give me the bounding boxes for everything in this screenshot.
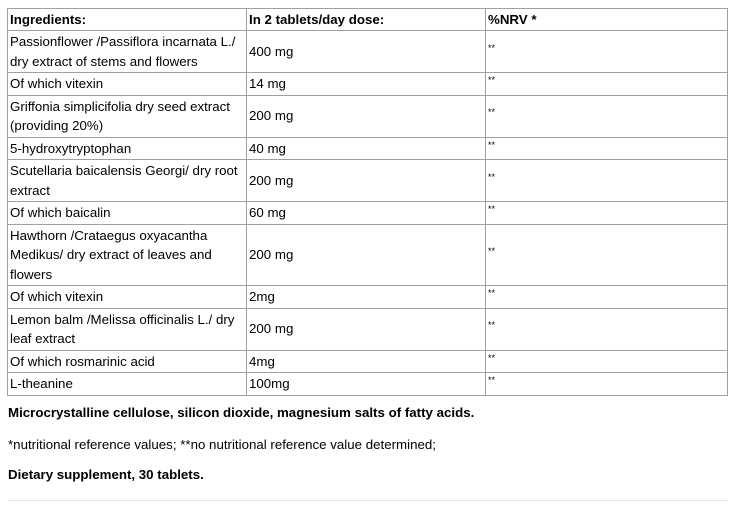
dose-cell: 200 mg bbox=[247, 224, 486, 286]
table-row bbox=[8, 308, 728, 350]
ingredient-cell: Passionflower /Passiflora incarnata L./ dry extract of stems and flowers bbox=[8, 31, 247, 73]
table-row bbox=[8, 137, 728, 160]
nrv-cell bbox=[486, 308, 728, 350]
table-row bbox=[8, 224, 728, 286]
table-row bbox=[8, 73, 728, 96]
nrv-value: ** bbox=[488, 352, 496, 363]
dose-cell: 100mg bbox=[247, 373, 486, 396]
nrv-cell bbox=[486, 160, 728, 202]
excipients-text: Microcrystalline cellulose, silicon dioxide, magnesium salts of fatty acids. bbox=[8, 405, 475, 420]
ingredient-cell: 5-hydroxytryptophan bbox=[8, 137, 247, 160]
ingredients-table bbox=[7, 8, 728, 396]
ingredients-table-body bbox=[8, 9, 728, 396]
table-row bbox=[8, 373, 728, 396]
nrv-cell bbox=[486, 224, 728, 286]
ingredient-cell: L-theanine bbox=[8, 373, 247, 396]
nrv-value: ** bbox=[488, 246, 496, 256]
table-header-row bbox=[8, 9, 728, 31]
header-ingredients: Ingredients: bbox=[8, 9, 247, 31]
ingredient-cell: Lemon balm /Melissa officinalis L./ dry leaf extract bbox=[8, 308, 247, 350]
table-row bbox=[8, 202, 728, 225]
table-row bbox=[8, 95, 728, 137]
table-row bbox=[8, 286, 728, 309]
dose-cell: 200 mg bbox=[247, 95, 486, 137]
ingredient-cell: Of which vitexin bbox=[8, 286, 247, 309]
ingredient-cell: Griffonia simplicifolia dry seed extract (providing 20%) bbox=[8, 95, 247, 137]
nrv-cell bbox=[486, 350, 728, 373]
dose-cell: 200 mg bbox=[247, 160, 486, 202]
header-nrv: %NRV * bbox=[486, 9, 728, 31]
dose-cell: 40 mg bbox=[247, 137, 486, 160]
nrv-value: ** bbox=[488, 320, 496, 331]
ingredient-cell: Of which vitexin bbox=[8, 73, 247, 96]
ingredient-cell: Hawthorn /Crataegus oxyacantha Medikus/ dry extract of leaves and flowers bbox=[8, 224, 247, 286]
dose-cell: 2mg bbox=[247, 286, 486, 309]
nrv-cell bbox=[486, 137, 728, 160]
ingredient-cell: Scutellaria baicalensis Georgi/ dry root extract bbox=[8, 160, 247, 202]
dose-cell: 14 mg bbox=[247, 73, 486, 96]
dose-cell: 400 mg bbox=[247, 31, 486, 73]
table-row bbox=[8, 31, 728, 73]
table-row bbox=[8, 350, 728, 373]
nrv-footnote: *nutritional reference values; **no nutritional reference value determined; bbox=[8, 437, 436, 452]
table-row bbox=[8, 160, 728, 202]
nrv-cell bbox=[486, 286, 728, 309]
nrv-cell bbox=[486, 31, 728, 73]
nrv-value: ** bbox=[488, 288, 496, 298]
nrv-value: ** bbox=[488, 375, 496, 385]
nrv-cell bbox=[486, 202, 728, 225]
nrv-value: ** bbox=[488, 139, 496, 150]
dose-cell: 200 mg bbox=[247, 308, 486, 350]
nrv-cell bbox=[486, 95, 728, 137]
dose-cell: 4mg bbox=[247, 350, 486, 373]
divider bbox=[8, 500, 728, 501]
nrv-value: ** bbox=[488, 107, 496, 118]
nrv-cell bbox=[486, 73, 728, 96]
nrv-value: ** bbox=[488, 42, 496, 53]
header-dose: In 2 tablets/day dose: bbox=[247, 9, 486, 31]
nrv-value: ** bbox=[488, 171, 496, 182]
nrv-value: ** bbox=[488, 204, 496, 214]
nrv-cell bbox=[486, 373, 728, 396]
ingredient-cell: Of which rosmarinic acid bbox=[8, 350, 247, 373]
ingredient-cell: Of which baicalin bbox=[8, 202, 247, 225]
product-description: Dietary supplement, 30 tablets. bbox=[8, 467, 204, 482]
nrv-value: ** bbox=[488, 75, 496, 85]
dose-cell: 60 mg bbox=[247, 202, 486, 225]
